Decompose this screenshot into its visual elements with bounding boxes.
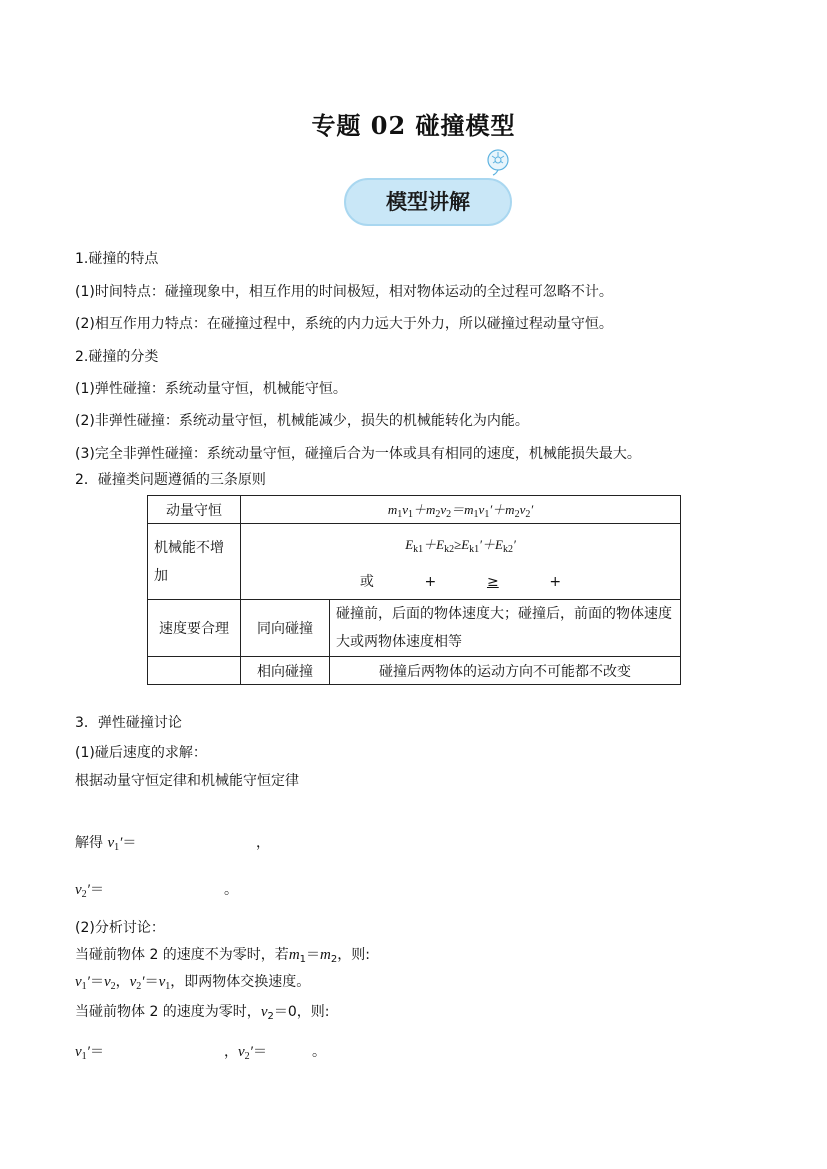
- solution-v1: 解得 $v_1'=$: [75, 835, 137, 853]
- heading-elastic-discussion: 3．弹性碰撞讨论: [75, 715, 182, 731]
- solution-comma: ，: [256, 835, 270, 851]
- principles-table: [147, 495, 681, 685]
- section-badge: 模型讲解: [344, 178, 512, 226]
- table-row: [148, 657, 681, 685]
- paragraph-equal-mass: 当碰前物体 2 的速度不为零时，若$m_1=m_2$，则:: [75, 947, 370, 965]
- table-row: [148, 524, 681, 600]
- paragraph-inelastic: (2)非弹性碰撞：系统动量守恒，机械能减少，损失的机械能转化为内能。: [75, 413, 529, 429]
- heading-collision-types: 2.碰撞的分类: [75, 349, 159, 365]
- paragraph-analysis: (2)分析讨论：: [75, 920, 165, 936]
- table-row: [148, 496, 681, 524]
- result-v1: $v_1'=$: [75, 1044, 104, 1062]
- paragraph-perfectly-inelastic: (3)完全非弹性碰撞：系统动量守恒，碰撞后合为一体或具有相同的速度，机械能损失最大。: [75, 446, 641, 462]
- energy-alt-formula: 或 + ≥ +: [359, 574, 562, 590]
- energy-formula: $E_{k1}+E_{k2}\ge E_{k1}'+E_{k2}'$: [405, 537, 516, 555]
- table-cell-empty: [148, 657, 241, 685]
- table-cell-momentum: 动量守恒: [148, 496, 241, 524]
- table-cell-opposite-direction: 相向碰撞: [241, 657, 330, 685]
- table-cell-same-direction-text: 碰撞前，后面的物体速度大；碰撞后，前面的物体速度大或两物体速度相等: [330, 600, 681, 657]
- momentum-formula: $m_1v_1+m_2v_2=m_1v_1'+m_2v_2'$: [241, 496, 681, 524]
- solution-period: 。: [224, 882, 238, 898]
- paragraph-time-feature: (1)时间特点：碰撞现象中，相互作用的时间极短，相对物体运动的全过程可忽略不计。: [75, 284, 613, 300]
- table-cell-energy: 机械能不增加: [148, 524, 241, 600]
- solution-v2: $v_2'=$: [75, 882, 104, 900]
- energy-formula-cell: [241, 524, 681, 600]
- result-period: 。: [312, 1044, 326, 1060]
- paragraph-solve-velocity: (1)碰后速度的求解：: [75, 745, 207, 761]
- table-cell-same-direction: 同向碰撞: [241, 600, 330, 657]
- paragraph-zero-velocity: 当碰前物体 2 的速度为零时，$v_2=0$，则:: [75, 1004, 330, 1022]
- table-cell-opposite-direction-text: 碰撞后两物体的运动方向不可能都不改变: [330, 657, 681, 685]
- page-title: 专题 02 碰撞模型: [311, 111, 516, 140]
- flower-decoration-icon: [484, 148, 512, 176]
- result-v2: ，$v_2'=$: [224, 1044, 267, 1062]
- heading-collision-features: 1.碰撞的特点: [75, 251, 159, 267]
- paragraph-exchange: $v_1'=v_2$，$v_2'=v_1$，即两物体交换速度。: [75, 974, 311, 992]
- heading-three-principles: 2．碰撞类问题遵循的三条原则: [75, 472, 266, 488]
- paragraph-laws: 根据动量守恒定律和机械能守恒定律: [75, 773, 299, 789]
- paragraph-force-feature: (2)相互作用力特点：在碰撞过程中，系统的内力远大于外力，所以碰撞过程动量守恒。: [75, 316, 613, 332]
- paragraph-elastic: (1)弹性碰撞：系统动量守恒，机械能守恒。: [75, 381, 347, 397]
- table-row: [148, 600, 681, 657]
- table-cell-velocity: 速度要合理: [148, 600, 241, 657]
